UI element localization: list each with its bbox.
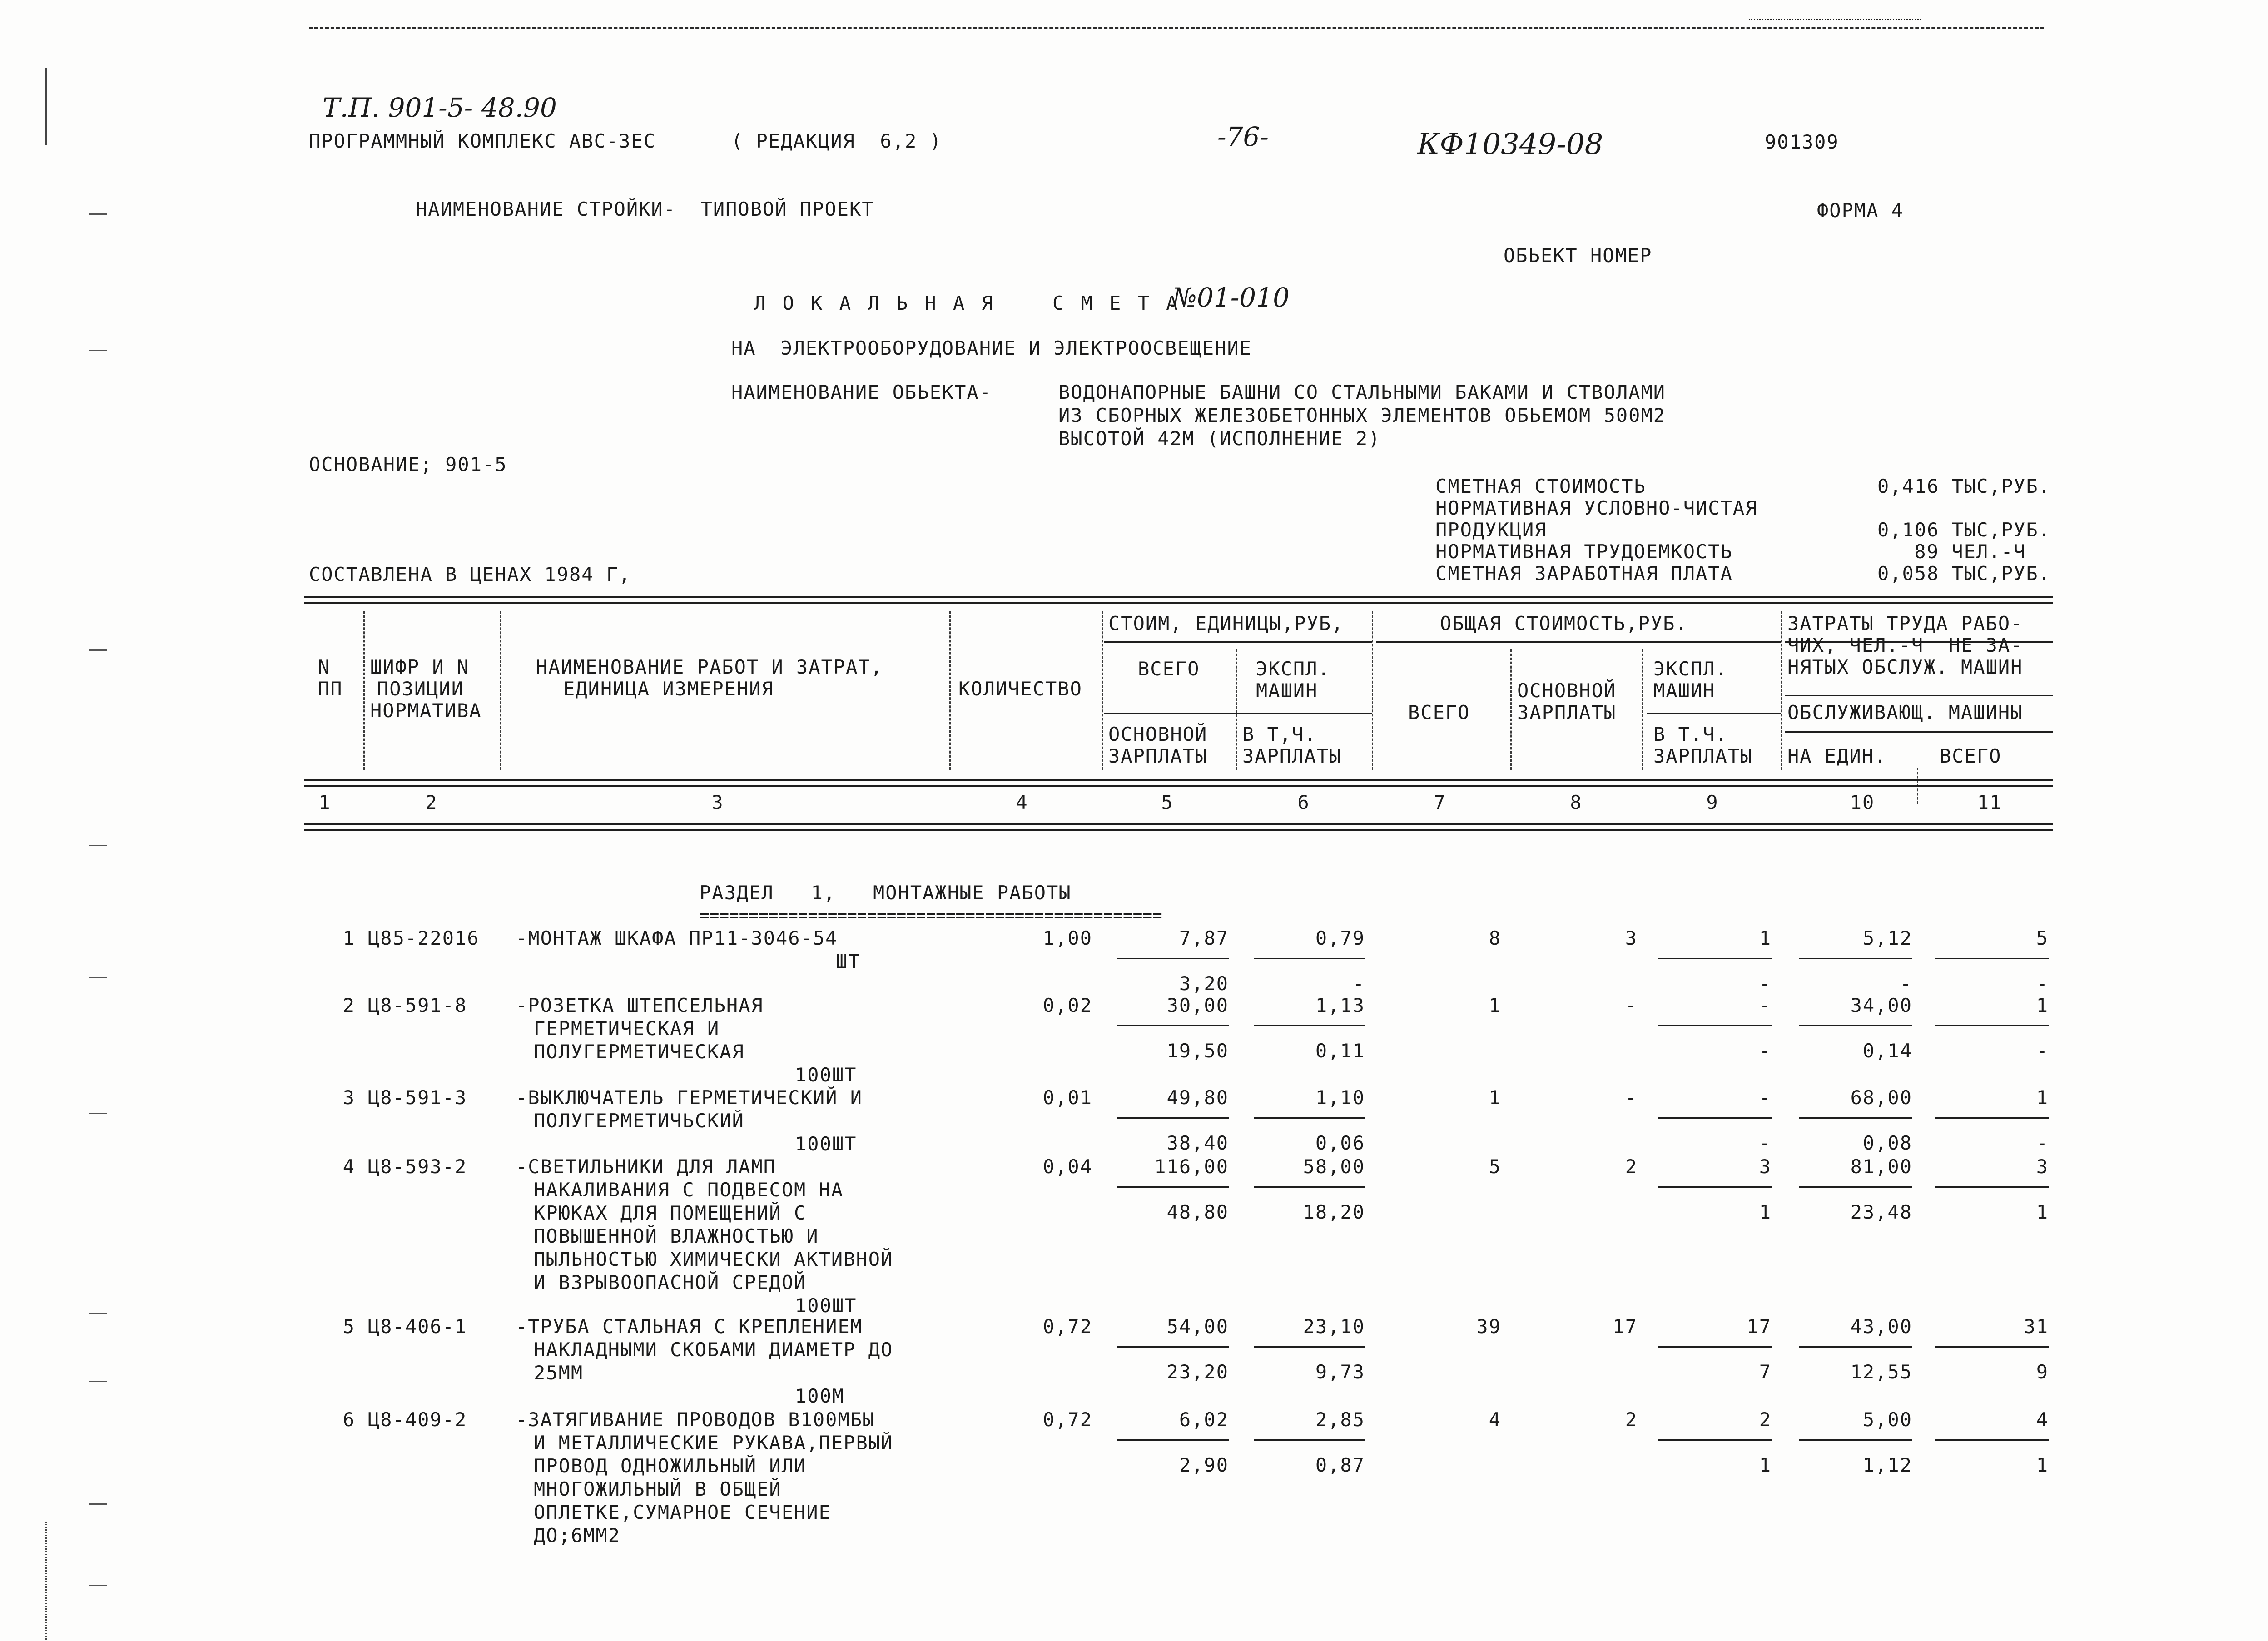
subtotal-rule	[1799, 1025, 1912, 1026]
header-work-name: НАИМЕНОВАНИЕ РАБОТ И ЗАТРАТ,	[536, 656, 883, 678]
header-bottom-rule	[304, 823, 2053, 825]
row-work-name: ОПЛЕТКЕ,СУМАРНОЕ СЕЧЕНИЕ	[534, 1501, 831, 1523]
summary-label: НОРМАТИВНАЯ УСЛОВНО-ЧИСТАЯ	[1435, 497, 1758, 519]
subtotal-rule	[1658, 1439, 1772, 1441]
row-code: Ц8-406-1	[368, 1315, 467, 1338]
row-u-incl: 0,87	[1315, 1454, 1365, 1476]
row-l-total: 3	[2036, 1155, 2049, 1178]
osnovanie: ОСНОВАНИЕ; 901-5	[309, 453, 507, 476]
summary-value: 0,106 ТЫС,РУБ.	[1877, 519, 2051, 541]
binding-edge-bottom	[45, 1522, 47, 1640]
column-number: 2	[425, 791, 438, 813]
subtotal-rule	[1799, 1117, 1912, 1119]
row-number: 1	[342, 927, 355, 949]
row-t-incl: 7	[1759, 1361, 1772, 1383]
row-t-total: 1	[1489, 1086, 1501, 1109]
header-total-exp: МАШИН	[1653, 679, 1716, 702]
header-n: N	[318, 656, 331, 678]
row-u-total: 54,00	[1166, 1315, 1229, 1338]
row-t-exp: 2	[1759, 1408, 1772, 1431]
row-l-unit: 34,00	[1850, 994, 1912, 1016]
row-t-incl: 1	[1759, 1201, 1772, 1223]
row-u-base: 3,20	[1179, 972, 1229, 995]
row-t-total: 8	[1489, 927, 1501, 949]
row-t-exp: 17	[1747, 1315, 1772, 1338]
smeta-title: Л О К А Л Ь Н А Я С М Е Т А	[754, 292, 1181, 314]
row-u-incl: 0,06	[1315, 1132, 1365, 1154]
row-u-incl: -	[1352, 972, 1365, 995]
subtotal-rule	[1117, 1346, 1229, 1348]
summary-value: 89 ЧЕЛ.-Ч	[1914, 540, 2026, 563]
header-bottom-rule	[304, 829, 2053, 831]
object-label: НАИМЕНОВАНИЕ ОБЬЕКТА-	[731, 381, 992, 403]
row-s-total: 1	[2036, 1454, 2049, 1476]
row-unit: 100ШТ	[795, 1064, 857, 1086]
row-u-exp: 58,00	[1303, 1155, 1365, 1178]
row-t-base: -	[1625, 994, 1638, 1016]
subtotal-rule	[1254, 1025, 1365, 1026]
margin-mark	[89, 1503, 107, 1505]
object-number: ОБЬЕКТ НОМЕР	[1504, 244, 1653, 267]
column-divider	[1236, 649, 1237, 770]
row-l-total: 4	[2036, 1408, 2049, 1431]
row-u-exp: 1,13	[1315, 994, 1365, 1016]
header-number-rule	[304, 779, 2053, 781]
row-number: 4	[342, 1155, 355, 1178]
row-number: 3	[342, 1086, 355, 1109]
header-subrule	[1785, 695, 2053, 696]
section-underline: ===============================================	[700, 906, 1162, 925]
row-l-unit: 68,00	[1850, 1086, 1912, 1109]
row-quantity: 0,72	[1042, 1315, 1092, 1338]
row-s-total: -	[2036, 1040, 2049, 1062]
header-unit-base: ЗАРПЛАТЫ	[1108, 745, 1208, 767]
row-work-name: ПРОВОД ОДНОЖИЛЬНЫЙ ИЛИ	[534, 1455, 807, 1477]
row-u-base: 19,50	[1166, 1040, 1229, 1062]
subtotal-rule	[1935, 958, 2049, 959]
column-number: 5	[1161, 791, 1174, 813]
header-labor-service: ОБСЛУЖИВАЮЩ. МАШИНЫ	[1787, 701, 2023, 724]
column-divider	[1642, 649, 1643, 770]
margin-mark	[89, 1113, 107, 1114]
header-unit-total: ВСЕГО	[1138, 658, 1200, 680]
row-u-total: 7,87	[1179, 927, 1229, 949]
summary-label: НОРМАТИВНАЯ ТРУДОЕМКОСТЬ	[1435, 540, 1733, 563]
stroika-label: НАИМЕНОВАНИЕ СТРОЙКИ- ТИПОВОЙ ПРОЕКТ	[416, 198, 874, 220]
column-divider	[1781, 611, 1782, 770]
row-work-name: -ВЫКЛЮЧАТЕЛЬ ГЕРМЕТИЧЕСКИЙ И	[516, 1086, 863, 1109]
row-s-total: 9	[2036, 1361, 2049, 1383]
row-number: 6	[342, 1408, 355, 1431]
header-total-base: ОСНОВНОЙ	[1517, 679, 1617, 702]
header-unit-exp: ЭКСПЛ.	[1256, 658, 1330, 680]
row-l-total: 1	[2036, 1086, 2049, 1109]
header-work-name: ЕДИНИЦА ИЗМЕРЕНИЯ	[563, 678, 774, 700]
row-code: Ц8-591-8	[368, 994, 467, 1016]
row-quantity: 0,72	[1042, 1408, 1092, 1431]
page-number: -76-	[1217, 121, 1269, 152]
row-s-total: -	[2036, 972, 2049, 995]
row-t-base: 2	[1625, 1155, 1638, 1178]
header-unit-cost: СТОИМ, ЕДИНИЦЫ,РУБ,	[1108, 612, 1344, 635]
header-unit-incl: ЗАРПЛАТЫ	[1242, 745, 1342, 767]
document-code: КФ10349-08	[1417, 128, 1603, 161]
row-work-name: И МЕТАЛЛИЧЕСКИЕ РУКАВА,ПЕРВЫЙ	[534, 1432, 893, 1454]
row-quantity: 0,02	[1042, 994, 1092, 1016]
subtotal-rule	[1254, 1346, 1365, 1348]
subtotal-rule	[1117, 1186, 1229, 1188]
margin-mark	[89, 350, 107, 351]
row-l-unit: 5,12	[1862, 927, 1912, 949]
row-s-total: 1	[2036, 1201, 2049, 1223]
row-t-base: -	[1625, 1086, 1638, 1109]
section-title: РАЗДЕЛ 1, МОНТАЖНЫЕ РАБОТЫ	[700, 882, 1072, 904]
header-total-incl: В Т.Ч.	[1653, 723, 1728, 745]
subtotal-rule	[1117, 1117, 1229, 1119]
header-number-rule	[304, 785, 2053, 787]
row-t-incl: -	[1759, 1040, 1772, 1062]
row-work-name: -ЗАТЯГИВАНИЕ ПРОВОДОВ В100МБЫ	[516, 1408, 875, 1431]
column-number: 1	[318, 791, 331, 813]
subtotal-rule	[1935, 1186, 2049, 1188]
column-divider	[1510, 649, 1512, 770]
row-t-exp: -	[1759, 1086, 1772, 1109]
row-u-exp: 2,85	[1315, 1408, 1365, 1431]
margin-mark	[89, 977, 107, 978]
row-quantity: 1,00	[1042, 927, 1092, 949]
subtotal-rule	[1935, 1117, 2049, 1119]
table-top-rule	[304, 602, 2053, 604]
column-number: 6	[1297, 791, 1310, 813]
row-work-name: МНОГОЖИЛЬНЫЙ В ОБЩЕЙ	[534, 1478, 782, 1500]
row-work-name: И ВЗРЫВООПАСНОЙ СРЕДОЙ	[534, 1271, 807, 1294]
row-l-total: 1	[2036, 994, 2049, 1016]
row-u-total: 116,00	[1154, 1155, 1229, 1178]
header-labor-unit: НА ЕДИН.	[1787, 745, 1887, 767]
row-t-exp: 1	[1759, 927, 1772, 949]
row-s-unit: 12,55	[1850, 1361, 1912, 1383]
row-code: Ц85-22016	[368, 927, 480, 949]
row-code: Ц8-591-3	[368, 1086, 467, 1109]
column-number: 7	[1434, 791, 1446, 813]
summary-label: СМЕТНАЯ ЗАРАБОТНАЯ ПЛАТА	[1435, 562, 1733, 585]
row-t-exp: 3	[1759, 1155, 1772, 1178]
subtotal-rule	[1799, 1186, 1912, 1188]
binding-edge-top	[45, 68, 47, 145]
row-work-name: ПОЛУГЕРМЕТИЧЕСКАЯ	[534, 1041, 744, 1063]
header-unit-exp: МАШИН	[1256, 679, 1318, 702]
margin-mark	[89, 845, 107, 846]
row-s-unit: 23,48	[1850, 1201, 1912, 1223]
subtotal-rule	[1799, 1439, 1912, 1441]
header-total-base: ЗАРПЛАТЫ	[1517, 701, 1617, 724]
subtotal-rule	[1254, 1439, 1365, 1441]
row-t-exp: -	[1759, 994, 1772, 1016]
subtotal-rule	[1935, 1346, 2049, 1348]
row-t-incl: -	[1759, 972, 1772, 995]
row-t-incl: 1	[1759, 1454, 1772, 1476]
row-u-base: 38,40	[1166, 1132, 1229, 1154]
row-work-name: ПЫЛЬНОСТЬЮ ХИМИЧЕСКИ АКТИВНОЙ	[534, 1248, 893, 1270]
header-subrule	[1104, 713, 1372, 714]
form-number: ФОРМА 4	[1817, 199, 1904, 222]
subtotal-rule	[1799, 958, 1912, 959]
subtotal-rule	[1254, 958, 1365, 959]
row-unit: ШТ	[836, 950, 861, 972]
column-divider	[949, 611, 951, 770]
header-total-all: ВСЕГО	[1408, 701, 1470, 724]
row-s-unit: 0,08	[1862, 1132, 1912, 1154]
project-code: Т.П. 901-5- 48.90	[323, 92, 557, 123]
column-divider	[1102, 611, 1103, 770]
summary-label: ПРОДУКЦИЯ	[1435, 519, 1547, 541]
column-divider	[1372, 611, 1373, 770]
edition: ( РЕДАКЦИЯ 6,2 )	[731, 130, 942, 152]
row-t-incl: -	[1759, 1132, 1772, 1154]
row-work-name: -ТРУБА СТАЛЬНАЯ С КРЕПЛЕНИЕМ	[516, 1315, 863, 1338]
subtotal-rule	[1117, 1025, 1229, 1026]
top-scribble	[1749, 19, 1921, 20]
header-labor: ЗАТРАТЫ ТРУДА РАБО-	[1787, 612, 2023, 635]
subtotal-rule	[1117, 958, 1229, 959]
header-total-cost: ОБЩАЯ СТОИМОСТЬ,РУБ.	[1440, 612, 1688, 635]
row-u-exp: 1,10	[1315, 1086, 1365, 1109]
row-quantity: 0,04	[1042, 1155, 1092, 1178]
row-u-total: 49,80	[1166, 1086, 1229, 1109]
header-labor-total: ВСЕГО	[1940, 745, 2002, 767]
header-labor: ЧИХ, ЧЕЛ.-Ч НЕ ЗА-	[1787, 634, 2023, 656]
subtotal-rule	[1799, 1346, 1912, 1348]
row-code: Ц8-409-2	[368, 1408, 467, 1431]
header-labor: НЯТЫХ ОБСЛУЖ. МАШИН	[1787, 656, 2023, 678]
top-dashed-line	[309, 27, 2044, 29]
row-u-base: 23,20	[1166, 1361, 1229, 1383]
smeta-subject: НА ЭЛЕКТРООБОРУДОВАНИЕ И ЭЛЕКТРООСВЕЩЕНИЕ	[731, 337, 1252, 359]
column-number: 4	[1016, 791, 1028, 813]
row-unit: 100ШТ	[795, 1133, 857, 1155]
row-t-total: 4	[1489, 1408, 1501, 1431]
subtotal-rule	[1117, 1439, 1229, 1441]
row-t-base: 2	[1625, 1408, 1638, 1431]
row-t-total: 5	[1489, 1155, 1501, 1178]
margin-mark	[89, 1313, 107, 1314]
subtotal-rule	[1658, 958, 1772, 959]
row-work-name: НАКАЛИВАНИЯ С ПОДВЕСОМ НА	[534, 1179, 844, 1201]
margin-mark	[89, 1381, 107, 1382]
subtotal-rule	[1935, 1025, 2049, 1026]
header-subrule	[1647, 713, 1781, 714]
object-name-line: ИЗ СБОРНЫХ ЖЕЛЕЗОБЕТОННЫХ ЭЛЕМЕНТОВ ОБЬЕМОМ 500М2	[1058, 404, 1666, 426]
row-work-name: 25ММ	[534, 1362, 584, 1384]
row-number: 5	[342, 1315, 355, 1338]
subtotal-rule	[1254, 1186, 1365, 1188]
row-u-incl: 18,20	[1303, 1201, 1365, 1223]
row-l-total: 31	[2024, 1315, 2049, 1338]
row-quantity: 0,01	[1042, 1086, 1092, 1109]
row-u-total: 6,02	[1179, 1408, 1229, 1431]
header-pp: ПП	[318, 678, 343, 700]
summary-value: 0,058 ТЫС,РУБ.	[1877, 562, 2051, 585]
row-work-name: НАКЛАДНЫМИ СКОБАМИ ДИАМЕТР ДО	[534, 1339, 893, 1361]
column-divider	[363, 611, 365, 770]
document-number: 901309	[1765, 131, 1839, 153]
column-number: 11	[1977, 791, 2002, 813]
row-unit: 100ШТ	[795, 1294, 857, 1317]
row-u-incl: 0,11	[1315, 1040, 1365, 1062]
row-u-total: 30,00	[1166, 994, 1229, 1016]
prices-basis: СОСТАВЛЕНА В ЦЕНАХ 1984 Г,	[309, 563, 631, 585]
header-code: НОРМАТИВА	[370, 699, 482, 722]
smeta-number: №01-010	[1172, 282, 1290, 313]
row-work-name: ПОЛУГЕРМЕТИЧЬСКИЙ	[534, 1110, 744, 1132]
header-unit-incl: В Т,Ч.	[1242, 723, 1317, 745]
row-unit: 100М	[795, 1385, 845, 1407]
object-name-line: ВЫСОТОЙ 42М (ИСПОЛНЕНИЕ 2)	[1058, 427, 1381, 450]
row-t-base: 3	[1625, 927, 1638, 949]
row-u-base: 48,80	[1166, 1201, 1229, 1223]
row-work-name: ГЕРМЕТИЧЕСКАЯ И	[534, 1017, 720, 1040]
column-number: 9	[1706, 791, 1719, 813]
summary-label: СМЕТНАЯ СТОИМОСТЬ	[1435, 475, 1646, 497]
header-total-exp: ЭКСПЛ.	[1653, 658, 1728, 680]
header-quantity: КОЛИЧЕСТВО	[958, 678, 1082, 700]
table-top-rule	[304, 596, 2053, 598]
row-s-unit: -	[1900, 972, 1912, 995]
row-l-unit: 81,00	[1850, 1155, 1912, 1178]
object-name-line: ВОДОНАПОРНЫЕ БАШНИ СО СТАЛЬНЫМИ БАКАМИ И СТВОЛАМИ	[1058, 381, 1666, 403]
row-s-total: -	[2036, 1132, 2049, 1154]
subtotal-rule	[1658, 1117, 1772, 1119]
row-t-total: 1	[1489, 994, 1501, 1016]
row-l-total: 5	[2036, 927, 2049, 949]
summary-value: 0,416 ТЫС,РУБ.	[1877, 475, 2051, 497]
row-work-name: КРЮКАХ ДЛЯ ПОМЕЩЕНИЙ С	[534, 1202, 807, 1224]
row-work-name: -РОЗЕТКА ШТЕПСЕЛЬНАЯ	[516, 994, 764, 1016]
header-subrule	[1785, 731, 2053, 733]
row-number: 2	[342, 994, 355, 1016]
header-code: ПОЗИЦИИ	[377, 678, 464, 700]
row-l-unit: 5,00	[1862, 1408, 1912, 1431]
column-number: 8	[1570, 791, 1583, 813]
row-work-name: ПОВЫШЕННОЙ ВЛАЖНОСТЬЮ И	[534, 1225, 819, 1247]
margin-mark	[89, 649, 107, 651]
header-subrule	[1104, 641, 1372, 643]
row-work-name: -МОНТАЖ ШКАФА ПР11-3046-54	[516, 927, 838, 949]
row-code: Ц8-593-2	[368, 1155, 467, 1178]
column-number: 10	[1850, 791, 1875, 813]
subtotal-rule	[1935, 1439, 2049, 1441]
row-t-total: 39	[1476, 1315, 1501, 1338]
row-s-unit: 0,14	[1862, 1040, 1912, 1062]
subtotal-rule	[1658, 1025, 1772, 1026]
column-divider	[500, 611, 501, 770]
header-total-incl: ЗАРПЛАТЫ	[1653, 745, 1753, 767]
row-u-incl: 9,73	[1315, 1361, 1365, 1383]
software-name: ПРОГРАММНЫЙ КОМПЛЕКС АВС-3ЕС	[309, 130, 656, 152]
subtotal-rule	[1254, 1117, 1365, 1119]
header-unit-base: ОСНОВНОЙ	[1108, 723, 1208, 745]
row-u-base: 2,90	[1179, 1454, 1229, 1476]
header-subrule	[1376, 641, 1781, 643]
column-number: 3	[711, 791, 724, 813]
row-t-base: 17	[1613, 1315, 1638, 1338]
row-work-name: -СВЕТИЛЬНИКИ ДЛЯ ЛАМП	[516, 1155, 776, 1178]
subtotal-rule	[1658, 1186, 1772, 1188]
row-l-unit: 43,00	[1850, 1315, 1912, 1338]
margin-mark	[89, 1585, 107, 1586]
header-code: ШИФР И N	[370, 656, 470, 678]
subtotal-rule	[1658, 1346, 1772, 1348]
row-u-exp: 23,10	[1303, 1315, 1365, 1338]
margin-mark	[89, 213, 107, 215]
row-s-unit: 1,12	[1862, 1454, 1912, 1476]
row-u-exp: 0,79	[1315, 927, 1365, 949]
row-work-name: ДО;6ММ2	[534, 1524, 621, 1547]
